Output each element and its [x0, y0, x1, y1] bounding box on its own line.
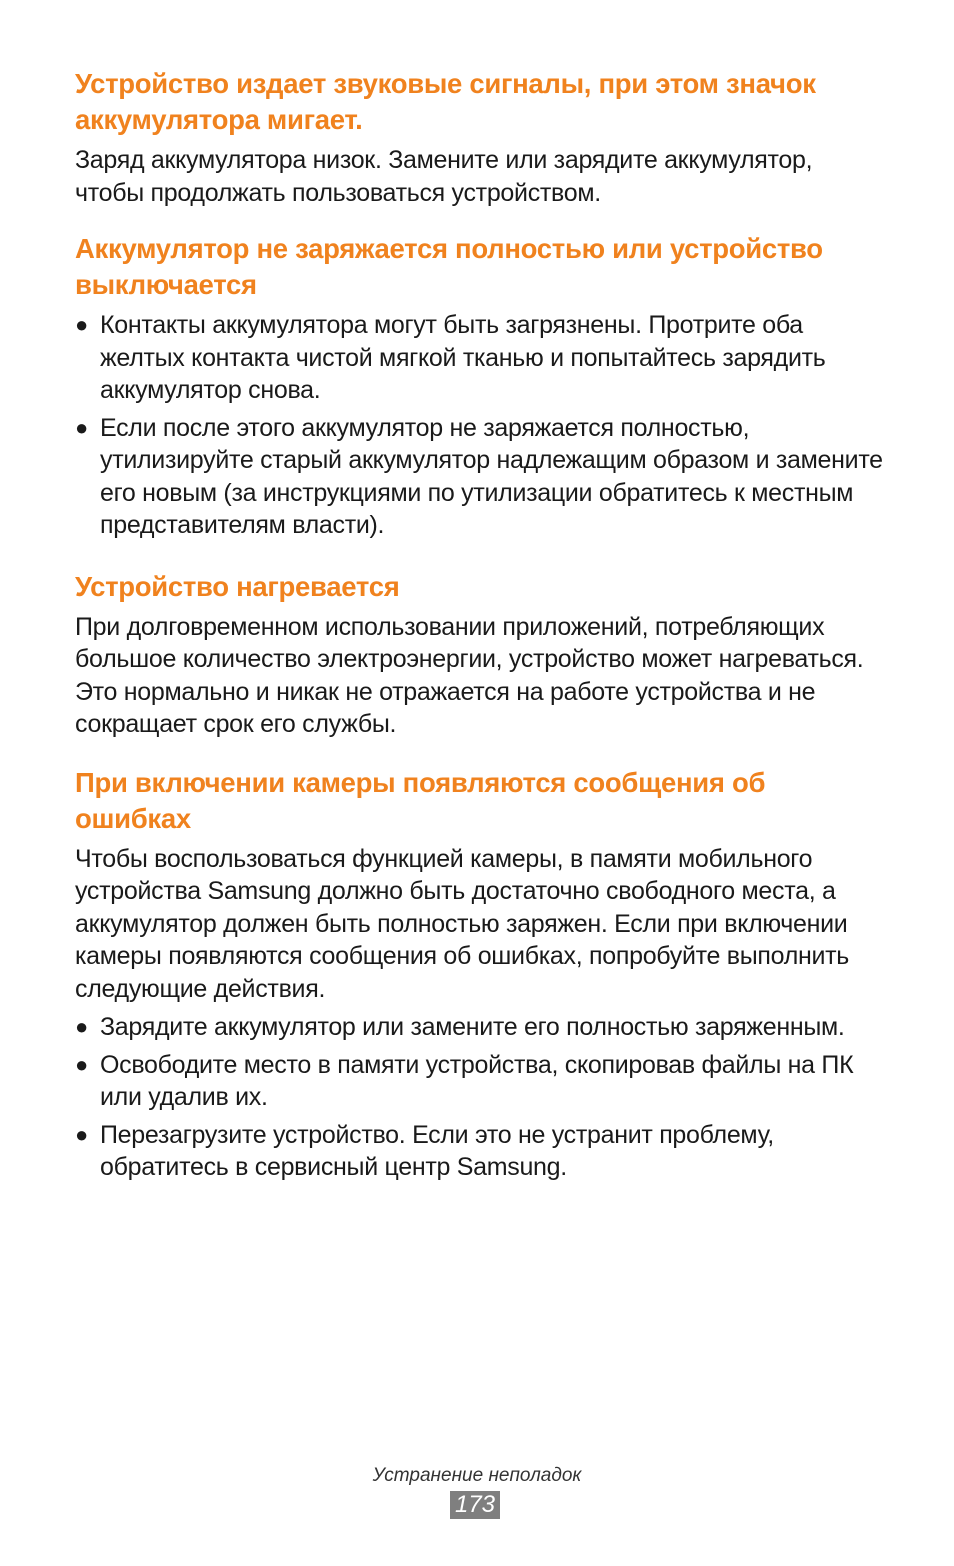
section-paragraph-battery-beeps: Заряд аккумулятора низок. Замените или зарядите аккумулятор, чтобы продолжать пользоваться устройством. — [75, 146, 813, 207]
bullet-icon: ● — [75, 1051, 88, 1077]
list-item-text: Если после этого аккумулятор не заряжается полностью, утилизируйте старый аккумулятор надлежащим образом и замените его новым (за инструкциями по утилизации обратитесь к местным представителям власти). — [100, 413, 883, 539]
bullet-icon: ● — [75, 414, 88, 440]
section-paragraph-device-heats: При долговременном использовании приложений, потребляющих большое количество электроэнергии, устройство может нагреваться. Это нормально и никак не отражается на работе устройства и не сокращает срок его службы. — [75, 612, 864, 738]
list-item — [75, 1049, 885, 1114]
list-item — [75, 309, 885, 407]
list-item-text: Контакты аккумулятора могут быть загрязнены. Протрите оба желтых контакта чистой мягкой тканью и попытайтесь зарядить аккумулятор снова. — [100, 311, 826, 404]
list-item-text: Зарядите аккумулятор или замените его полностью заряженным. — [100, 1013, 845, 1041]
page-number: 173 — [450, 1491, 500, 1519]
bullet-list-camera-errors — [75, 1011, 885, 1184]
section-paragraph-camera-errors: Чтобы воспользоваться функцией камеры, в памяти мобильного устройства Samsung должно быть достаточно свободного места, а аккумулятор должен быть полностью заряжен. Если при включении камеры появляются сообщения об ошибках, попробуйте выполнить следующие действия. — [75, 844, 850, 1003]
list-item — [75, 1011, 885, 1044]
bullet-list-battery-not-charging — [75, 309, 885, 542]
bullet-icon: ● — [75, 1014, 88, 1039]
section-title-battery-not-charging: Аккумулятор не заряжается полностью или устройство выключается — [75, 233, 823, 300]
footer-chapter-label: Устранение неполадок — [372, 1465, 582, 1486]
list-item-text: Освободите место в памяти устройства, скопировав файлы на ПК или удалив их. — [100, 1050, 854, 1111]
page-content — [75, 66, 885, 1189]
section-title-device-heats: Устройство нагревается — [75, 570, 400, 602]
list-item-text: Перезагрузите устройство. Если это не устранит проблему, обратитесь в сервисный центр Samsung. — [100, 1120, 774, 1181]
list-item — [75, 412, 885, 542]
bullet-icon: ● — [75, 312, 88, 337]
section-title-camera-errors: При включении камеры появляются сообщения об ошибках — [75, 766, 766, 834]
list-item — [75, 1119, 885, 1184]
section-title-battery-beeps: Устройство издает звуковые сигналы, при этом значок аккумулятора мигает. — [75, 68, 816, 135]
bullet-icon: ● — [75, 1121, 88, 1147]
